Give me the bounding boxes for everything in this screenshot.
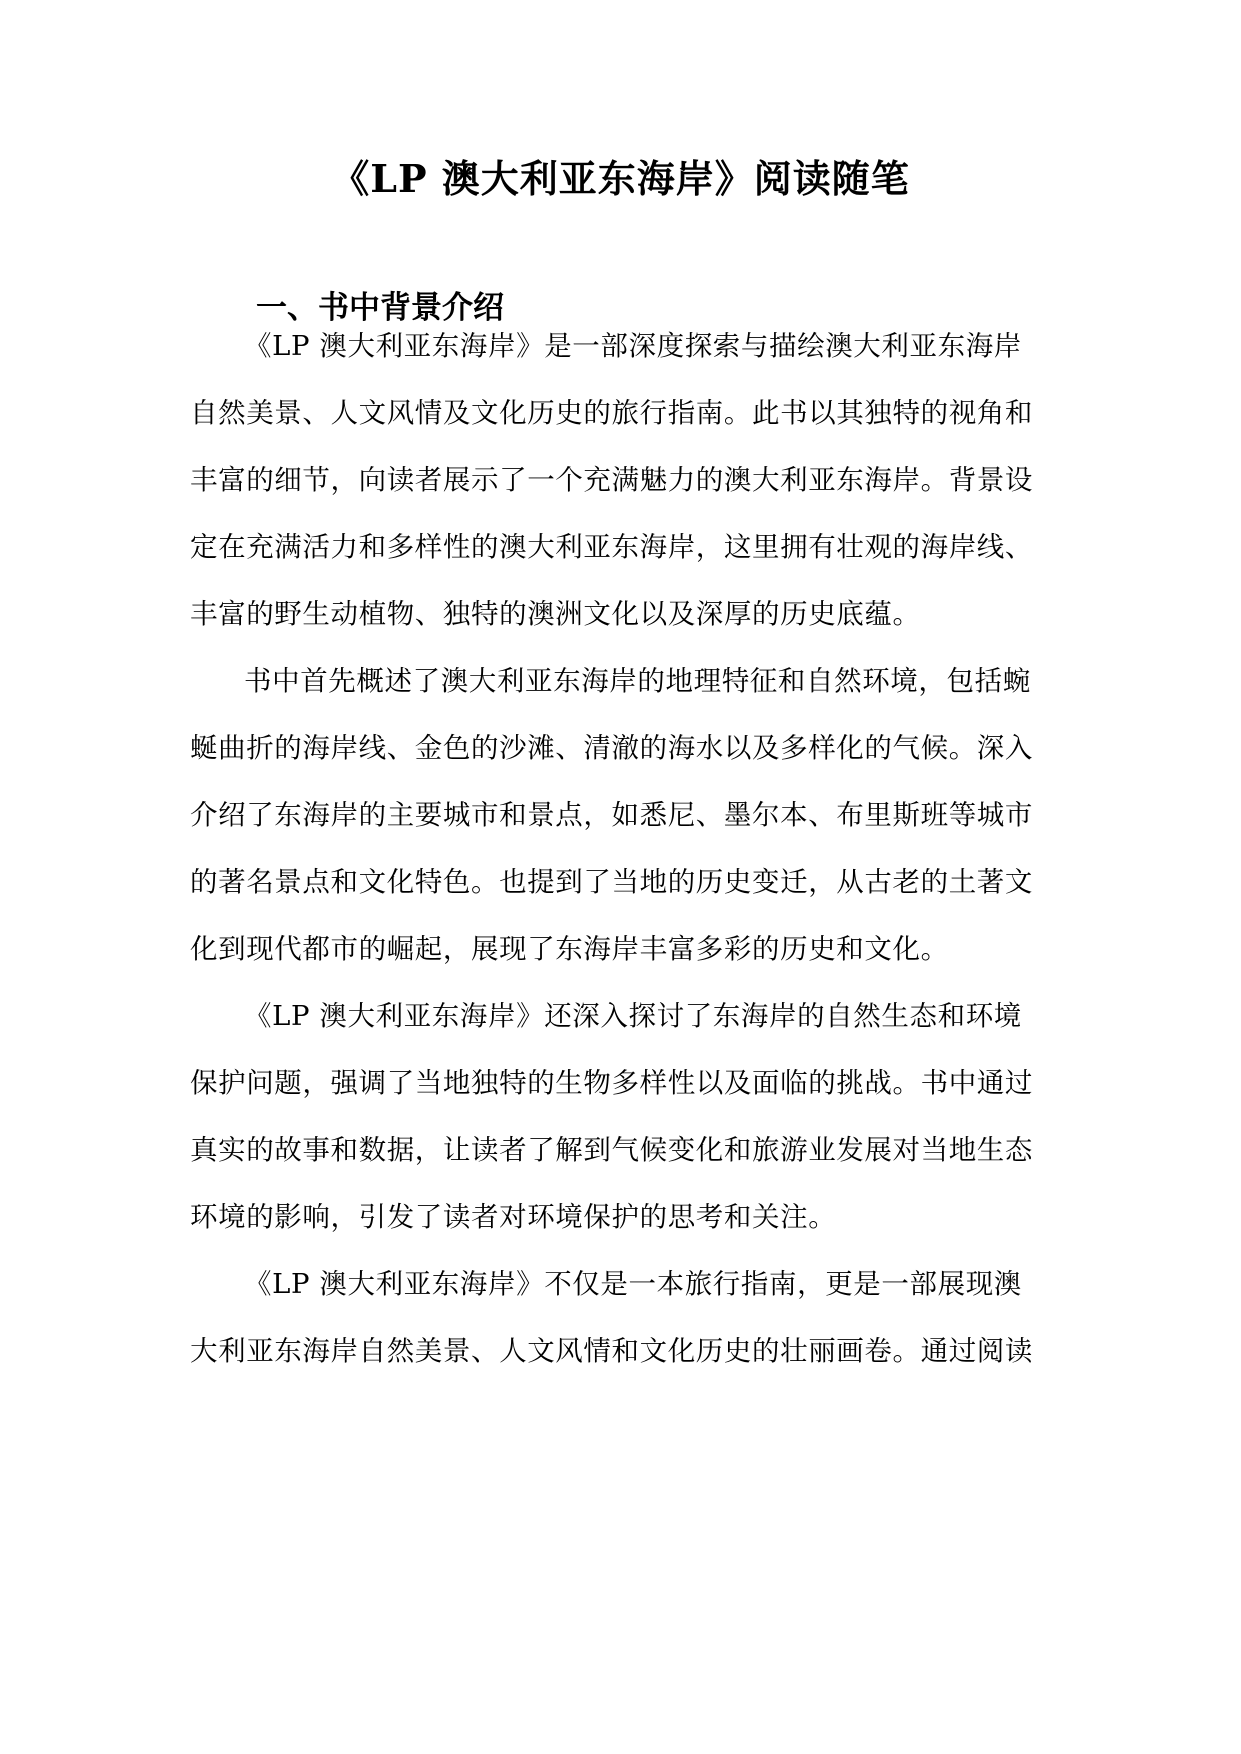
body-text-line: 自然美景、人文风情及文化历史的旅行指南。此书以其独特的视角和 — [190, 397, 1033, 429]
section-heading: 一、书中背景介绍 — [256, 290, 504, 326]
body-text-line: 保护问题，强调了当地独特的生物多样性以及面临的挑战。书中通过 — [190, 1067, 1033, 1099]
body-text-line: 大利亚东海岸自然美景、人文风情和文化历史的壮丽画卷。通过阅读 — [190, 1335, 1033, 1367]
body-text-line: 环境的影响，引发了读者对环境保护的思考和关注。 — [190, 1201, 837, 1233]
body-text-line: 定在充满活力和多样性的澳大利亚东海岸，这里拥有壮观的海岸线、 — [190, 531, 1033, 563]
body-text-line: 书中首先概述了澳大利亚东海岸的地理特征和自然环境，包括蜿 — [244, 665, 1031, 697]
body-text-line: 介绍了东海岸的主要城市和景点，如悉尼、墨尔本、布里斯班等城市 — [190, 799, 1033, 831]
body-text-line: 《LP 澳大利亚东海岸》还深入探讨了东海岸的自然生态和环境 — [244, 1000, 1022, 1032]
body-text-line: 真实的故事和数据，让读者了解到气候变化和旅游业发展对当地生态 — [190, 1134, 1033, 1166]
body-text-line: 的著名景点和文化特色。也提到了当地的历史变迁，从古老的土著文 — [190, 866, 1033, 898]
body-text-line: 《LP 澳大利亚东海岸》是一部深度探索与描绘澳大利亚东海岸 — [244, 330, 1022, 362]
document-title: 《LP 澳大利亚东海岸》阅读随笔 — [331, 156, 910, 201]
body-text-line: 蜒曲折的海岸线、金色的沙滩、清澈的海水以及多样化的气候。深入 — [190, 732, 1033, 764]
body-text-line: 化到现代都市的崛起，展现了东海岸丰富多彩的历史和文化。 — [190, 933, 949, 965]
body-text-line: 《LP 澳大利亚东海岸》不仅是一本旅行指南，更是一部展现澳 — [244, 1268, 1022, 1300]
body-text-line: 丰富的细节，向读者展示了一个充满魅力的澳大利亚东海岸。背景设 — [190, 464, 1033, 496]
body-text-line: 丰富的野生动植物、独特的澳洲文化以及深厚的历史底蕴。 — [190, 598, 921, 630]
